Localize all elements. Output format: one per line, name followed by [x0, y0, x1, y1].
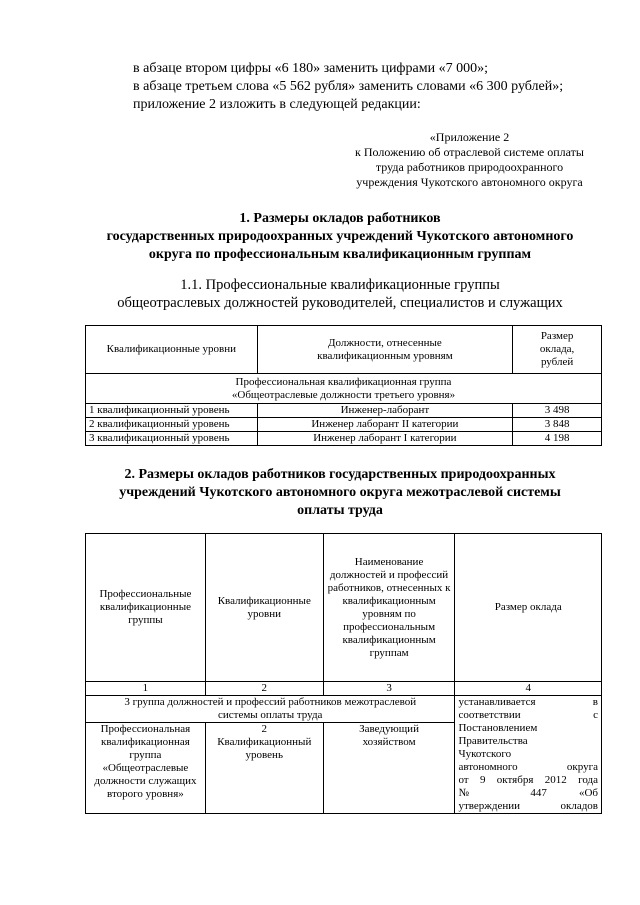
table1-header-levels: Квалификационные уровни	[86, 326, 258, 374]
intro-line-3: приложение 2 изложить в следующей редакции:	[133, 97, 421, 112]
salary-text-line: автономного округа	[458, 761, 598, 773]
table2-level-cell	[205, 723, 323, 814]
appendix-line-3: труда работников природоохранного	[375, 160, 564, 174]
table-row	[86, 404, 602, 418]
table2-col-number: 1	[86, 682, 206, 696]
appendix-line-2: к Положению об отраслевой системе оплаты	[355, 145, 584, 159]
table2-group-cell	[86, 696, 455, 723]
table2-header-levels: Квалификационные уровни	[205, 534, 323, 682]
table2-col-number: 3	[323, 682, 455, 696]
table2-header-positions: Наименование должностей и профессий работников, отнесенных к квалификационным уровням по профессиональным квалификационным группам	[323, 534, 455, 682]
appendix-line-1: «Приложение 2	[429, 130, 510, 144]
appendix-line-4: учреждения Чукотского автономного округа	[356, 175, 583, 189]
section1-title-line-2: государственных природоохранных учреждений Чукотского автономного	[106, 229, 574, 244]
salary-text-line: от 9 октября 2012 года	[458, 774, 598, 786]
section2-title-line-1: 2. Размеры окладов работников государственных природоохранных	[124, 467, 556, 482]
table2-group-line-2: системы оплаты труда	[217, 709, 323, 721]
salary-text-line: устанавливается в	[458, 696, 598, 708]
section2-title	[70, 466, 610, 520]
table2-header-groups: Профессиональные квалификационные группы	[86, 534, 206, 682]
section1-title	[70, 210, 610, 264]
table1-level-cell: 3 квалификационный уровень	[86, 432, 258, 446]
section1-title-line-1: 1. Размеры окладов работников	[239, 211, 441, 226]
section1-subtitle	[70, 276, 610, 312]
intro-line-1: в абзаце втором цифры «6 180» заменить цифрами «7 000»;	[133, 61, 488, 76]
salary-text-line: Постановлением	[458, 722, 538, 734]
table1-header-salary: Размер оклада, рублей	[513, 326, 602, 374]
salary-text-line: Чукотского	[458, 748, 512, 760]
table1-header-positions: Должности, отнесенные квалификационным уровням	[257, 326, 513, 374]
table1-group-line-2: «Общеотраслевые должности третьего уровня»	[231, 388, 456, 401]
table2-level-line-1: 2	[261, 723, 267, 735]
table1-group-cell	[86, 374, 602, 404]
table1-salary-cell: 3 498	[513, 404, 602, 418]
table2-header-row	[86, 534, 602, 682]
table2-position-cell	[323, 723, 455, 814]
table2-pkg-cell: Профессиональная квалификационная группа «Общеотраслевые должности служащих второго уровня»	[86, 723, 206, 814]
table1-header-row	[86, 326, 602, 374]
table1-group-row	[86, 374, 602, 404]
section1-subtitle-line-2: общеотраслевых должностей руководителей, специалистов и служащих	[117, 295, 563, 311]
table1-position-cell: Инженер-лаборант	[257, 404, 513, 418]
salary-table-1	[85, 325, 602, 446]
table2-position-line-2: хозяйством	[362, 736, 416, 748]
table2-col-number: 2	[205, 682, 323, 696]
table2-group-line-1: 3 группа должностей и профессий работников межотраслевой	[124, 696, 417, 708]
table1-salary-cell: 3 848	[513, 418, 602, 432]
section1-title-line-3: округа по профессиональным квалификационным группам	[148, 247, 532, 262]
table1-position-cell: Инженер лаборант II категории	[257, 418, 513, 432]
table1-level-cell: 2 квалификационный уровень	[86, 418, 258, 432]
table-row	[86, 432, 602, 446]
intro-line-2: в абзаце третьем слова «5 562 рубля» заменить словами «6 300 рублей»;	[133, 79, 564, 94]
section2-title-line-2: учреждений Чукотского автономного округа межотраслевой системы	[119, 485, 561, 500]
table2-level-line-2: Квалификационный	[217, 736, 312, 748]
salary-text-line: утверждении окладов	[458, 800, 598, 812]
table-row	[86, 418, 602, 432]
table2-salary-cell	[455, 696, 602, 814]
salary-text-line: Правительства	[458, 735, 528, 747]
table1-group-line-1: Профессиональная квалификационная группа	[235, 375, 452, 388]
table2-header-salary: Размер оклада	[455, 534, 602, 682]
salary-text-line: соответствии с	[458, 709, 598, 721]
table2-level-line-3: уровень	[245, 749, 283, 761]
table1-salary-cell: 4 198	[513, 432, 602, 446]
section2-title-line-3: оплаты труда	[297, 503, 383, 518]
table2-position-line-1: Заведующий	[359, 723, 419, 735]
table1-level-cell: 1 квалификационный уровень	[86, 404, 258, 418]
appendix-heading	[347, 130, 592, 190]
salary-text-line: № 447 «Об	[458, 787, 598, 799]
table2-number-row	[86, 682, 602, 696]
section1-subtitle-line-1: 1.1. Профессиональные квалификационные группы	[180, 277, 500, 293]
salary-table-2	[85, 533, 602, 814]
table2-group-row	[86, 696, 602, 723]
table2-col-number: 4	[455, 682, 602, 696]
table1-position-cell: Инженер лаборант I категории	[257, 432, 513, 446]
